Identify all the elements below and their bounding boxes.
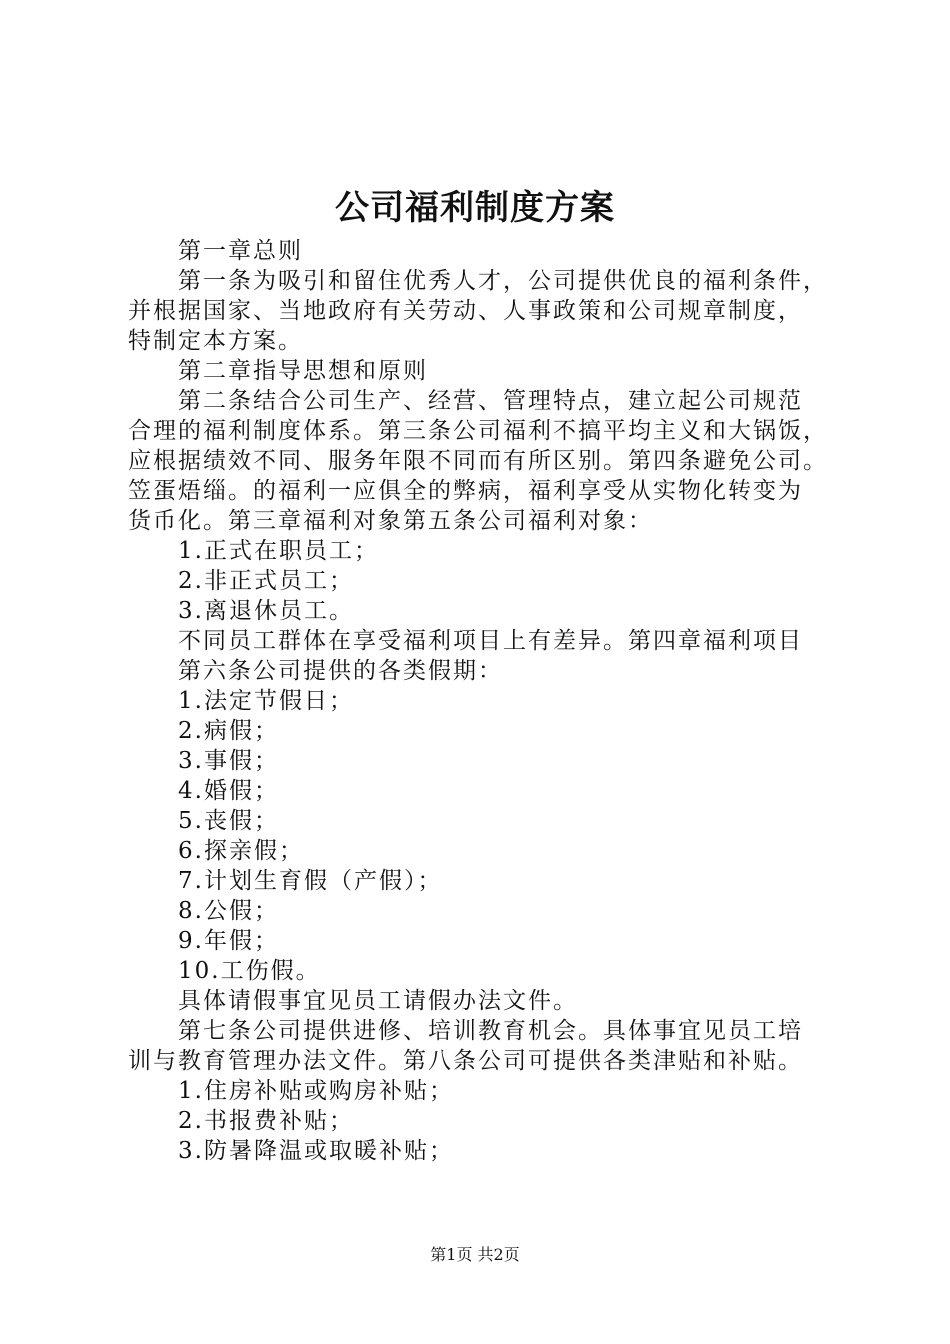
list-item: 7.计划生育假（产假）； xyxy=(178,868,443,894)
paragraph-line: 第七条公司提供进修、培训教育机会。具体事宜见员工培 xyxy=(178,1018,803,1044)
list-item: 3.事假； xyxy=(178,748,279,774)
list-item: 2.书报费补贴； xyxy=(178,1108,354,1134)
list-item: 4.婚假； xyxy=(178,778,279,804)
list-item: 3.防暑降温或取暖补贴； xyxy=(178,1138,454,1164)
list-item: 8.公假； xyxy=(178,898,279,924)
list-item: 2.病假； xyxy=(178,718,279,744)
chapter-heading: 第二章指导思想和原则 xyxy=(178,358,428,384)
list-item: 9.年假； xyxy=(178,928,279,954)
list-item: 1.法定节假日； xyxy=(178,688,354,714)
paragraph-line: 特制定本方案。 xyxy=(128,328,303,354)
list-item: 6.探亲假； xyxy=(178,838,304,864)
list-item: 2.非正式员工； xyxy=(178,568,354,594)
paragraph-line: 第一条为吸引和留住优秀人才，公司提供优良的福利条件， xyxy=(178,268,828,294)
paragraph-line: 货币化。第三章福利对象第五条公司福利对象： xyxy=(128,508,653,534)
list-item: 3.离退休员工。 xyxy=(178,598,354,624)
list-item: 1.住房补贴或购房补贴； xyxy=(178,1078,454,1104)
list-item: 10.工伤假。 xyxy=(178,958,321,984)
paragraph-line: 不同员工群体在享受福利项目上有差异。第四章福利项目 xyxy=(178,628,803,654)
chapter-heading: 第一章总则 xyxy=(178,238,303,264)
paragraph-line: 第六条公司提供的各类假期： xyxy=(178,658,503,684)
document-title: 公司福利制度方案 xyxy=(335,188,615,228)
paragraph-line: 具体请假事宜见员工请假办法文件。 xyxy=(178,988,578,1014)
paragraph-line: 并根据国家、当地政府有关劳动、人事政策和公司规章制度， xyxy=(128,298,803,324)
paragraph-line: 应根据绩效不同、服务年限不同而有所区别。第四条避免公司。 xyxy=(128,448,828,474)
paragraph-line: 笠蛋焐缁。的福利一应俱全的弊病，福利享受从实物化转变为 xyxy=(128,478,803,504)
list-item: 5.丧假； xyxy=(178,808,279,834)
document-body xyxy=(128,236,833,1166)
page-footer: 第1页 共2页 xyxy=(430,1245,520,1264)
paragraph-line: 训与教育管理办法文件。第八条公司可提供各类津贴和补贴。 xyxy=(128,1048,803,1074)
list-item: 1.正式在职员工； xyxy=(178,538,379,564)
paragraph-line: 合理的福利制度体系。第三条公司福利不搞平均主义和大锅饭， xyxy=(128,418,828,444)
paragraph-line: 第二条结合公司生产、经营、管理特点，建立起公司规范 xyxy=(178,388,803,414)
